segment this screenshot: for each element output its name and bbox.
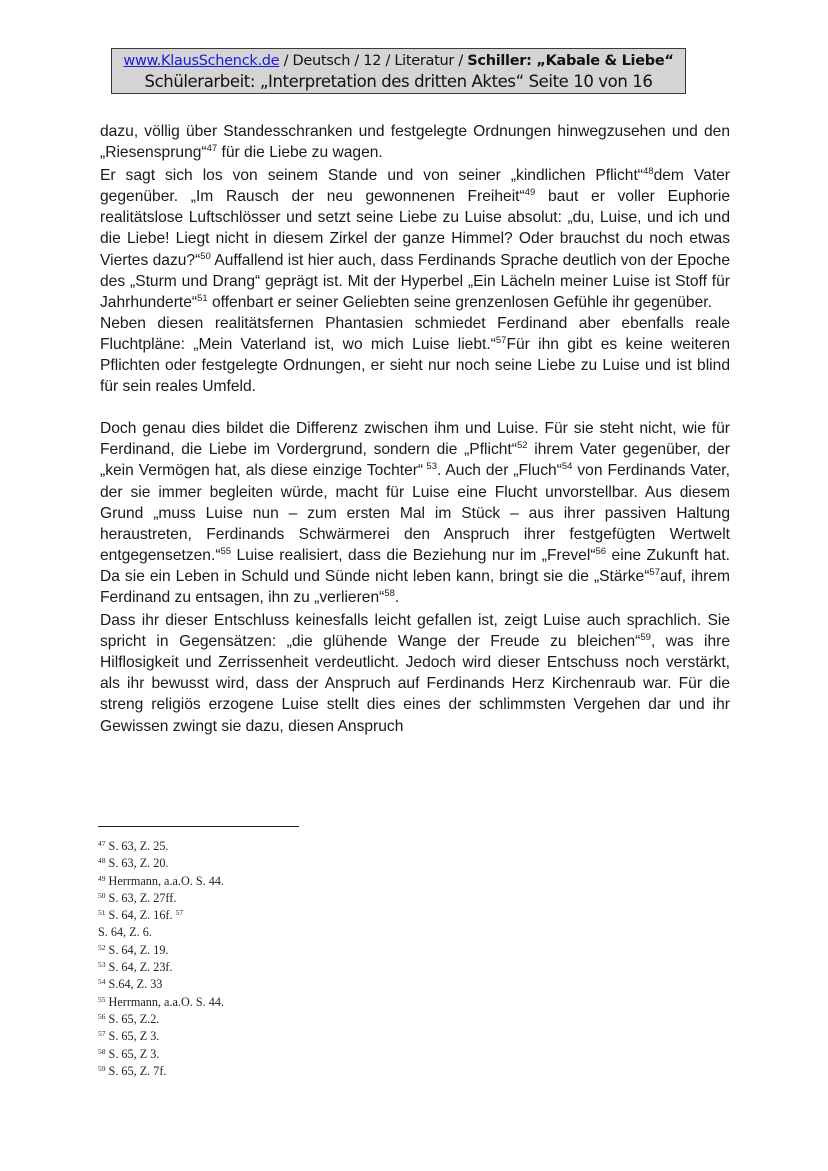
footnote-item — [98, 1011, 498, 1028]
footnote-text: S. 65, Z 3. — [105, 1046, 160, 1061]
footnote-number: 52 — [98, 942, 106, 952]
footnote-number: 48 — [98, 856, 106, 866]
footnote-number: 54 — [98, 977, 106, 987]
footnote-text: S.64, Z. 33 — [105, 977, 163, 992]
paragraph: Er sagt sich los von seinem Stande und von seiner „kindlichen Pflicht“$^{48}$dem Vater gegenüber. „Im Rausch der neu gewonnenen Freiheit“$^{49}$ baut er voller Euphorie realitätslose Luftschlösser und setzt seine Liebe zu Luise absolut: „du, Luise, und ich und die Liebe! Liegt nicht in diesem Zirkel der ganze Himmel? Oder brauchst du noch etwas Viertes dazu?“$^{50}$ Auffallend ist hier auch, dass Ferdinands Sprache deutlich von der Epoche des „Sturm und Drang“ geprägt ist. Mit der Hyperbel „Ein Lächeln meiner Luise ist Stoff für Jahrhunderte“$^{51}$ offenbart er seiner Geliebten seine grenzenlosen Gefühle ihr gegenüber. — [100, 166, 730, 311]
header-breadcrumb — [112, 51, 685, 71]
paragraph: dazu, völlig über Standesschranken und festgelegte Ordnungen hinwegzusehen und den „Riesensprung“$^{47}$ für die Liebe zu wagen. — [100, 123, 730, 162]
footnote-text: S. 64, Z. 23f. — [105, 960, 173, 975]
page-header — [111, 48, 686, 94]
footnote-text: S. 64, Z. 6. — [98, 925, 152, 940]
footnote-item — [98, 838, 498, 855]
footnote-ref: 52 — [516, 440, 528, 452]
footnote-ref: 47 — [206, 143, 218, 155]
footnote-number: 50 — [98, 890, 106, 900]
footnote-ref: 51 — [197, 292, 208, 304]
header-subtitle: Schülerarbeit: „Interpretation des dritten Aktes“ Seite 10 von 16 — [144, 72, 653, 91]
site-link[interactable]: www.KlausSchenck.de — [123, 53, 280, 69]
paragraph: Neben diesen realitätsfernen Phantasien schmiedet Ferdinand aber ebenfalls reale Fluchtpläne: „Mein Vaterland ist, wo mich Luise liebt.“$^{57}$Für ihn gibt es keine weiteren Pflichten oder festgelegte Ordnungen, er sieht nur noch seine Liebe zu Luise und ist blind für sein reales Umfeld. — [100, 314, 730, 396]
footnote-number: 47 — [98, 839, 106, 848]
footnote-ref: 55 — [220, 545, 232, 557]
footnote-item — [98, 855, 498, 872]
footnote-text: S. 65, Z.2. — [105, 1011, 160, 1026]
paragraph: Doch genau dies bildet die Differenz zwischen ihm und Luise. Für sie steht nicht, wie für Ferdinand, die Liebe im Vordergrund, sondern die „Pflicht“$^{52}$ ihrem Vater gegenüber, der „kein Vermögen hat, als diese einzige Tochter“ $^{53}$. Auch der „Fluch“$^{54}$ von Ferdinands Vater, der sie immer begleiten würde, macht für Luise eine Flucht unvorstellbar. Aus diesem Grund „muss Luise nun – zum ersten Mal im Stück – aus ihrer passiven Haltung heraustreten, Ferdinands Schwärmerei den Anspruch ihrer festgefügten Wertwelt entgegensetzen.“$^{55}$ Luise realisiert, dass die Beziehung nur im „Frevel“$^{56}$ eine Zukunft hat. Da sie ein Leben in Schuld und Sünde nicht leben kann, bringt sie die „Stärke“$^{57}$auf, ihrem Ferdinand zu entsagen, ihn zu „verlieren“$^{58}$. — [100, 420, 730, 606]
footnote-ref: 49 — [524, 187, 536, 199]
work-title: Schiller: „Kabale & Liebe“ — [467, 53, 674, 69]
footnote-ref: 56 — [595, 545, 607, 557]
footnote-number: 57 — [175, 908, 184, 918]
footnote-text: S. 64, Z. 19. — [105, 942, 169, 957]
footnote-item — [98, 942, 498, 959]
footnote-number: 51 — [98, 908, 106, 918]
body-text — [100, 121, 730, 737]
footnote-text: S. 64, Z. 16f. — [105, 908, 176, 923]
footnote-ref: 57 — [495, 334, 507, 346]
footnote-item — [98, 907, 498, 924]
footnote-text: S. 63, Z. 27ff. — [105, 890, 177, 905]
breadcrumb-path: / Deutsch / 12 / Literatur / — [279, 53, 468, 69]
footnote-text: S. 65, Z. 7f. — [105, 1063, 167, 1078]
footnote-number: 59 — [98, 1063, 106, 1073]
footnote-item — [98, 873, 498, 890]
footnote-item — [98, 994, 498, 1011]
footnote-number: 49 — [98, 873, 106, 883]
footnote-number: 58 — [98, 1046, 106, 1056]
footnotes — [98, 838, 498, 1080]
footnote-item — [98, 1063, 498, 1080]
footnote-ref: 58 — [384, 587, 395, 599]
footnote-text: S. 65, Z 3. — [105, 1029, 160, 1044]
footnote-text: Herrmann, a.a.O. S. 44. — [105, 994, 224, 1009]
footnote-ref: 48 — [643, 166, 654, 178]
footnote-ref: 54 — [561, 461, 573, 473]
footnote-number: 57 — [98, 1029, 106, 1039]
footnote-item — [98, 1028, 498, 1045]
footnote-number: 55 — [98, 994, 106, 1004]
footnote-text: S. 63, Z. 25. — [105, 839, 169, 853]
footnote-item — [98, 890, 498, 907]
footnote-ref: 50 — [200, 250, 211, 262]
footnote-item — [98, 1046, 498, 1063]
footnote-ref: 59 — [640, 632, 651, 644]
footnote-number: 56 — [98, 1011, 106, 1021]
footnote-text: S. 63, Z. 20. — [105, 856, 169, 871]
footnote-ref: 53 — [423, 461, 437, 473]
paragraph: Dass ihr dieser Entschluss keinesfalls leicht gefallen ist, zeigt Luise auch sprachlich. Sie spricht in Gegensätzen: „die glühende Wange der Freude zu bleichen“$^{59}$, was ihre Hilflosigkeit und Zerrissenheit verdeutlicht. Jedoch wird dieser Entschuss noch verstärkt, als ihr bewusst wird, dass der Anspruch auf Ferdinands Herz Kirchenraub war. Für die streng religiös erzogene Luise stellt dies eines der schlimmsten Vergehen dar und ihr Gewissen zwingt sie dazu, diesen Anspruch — [100, 612, 731, 735]
footnote-number: 53 — [98, 960, 106, 970]
footnote-item — [98, 959, 498, 976]
footnote-item — [98, 924, 498, 941]
footnote-separator — [98, 826, 299, 827]
footnote-text: Herrmann, a.a.O. S. 44. — [105, 873, 224, 888]
footnote-ref: 57 — [649, 566, 660, 578]
footnote-item — [98, 976, 498, 993]
